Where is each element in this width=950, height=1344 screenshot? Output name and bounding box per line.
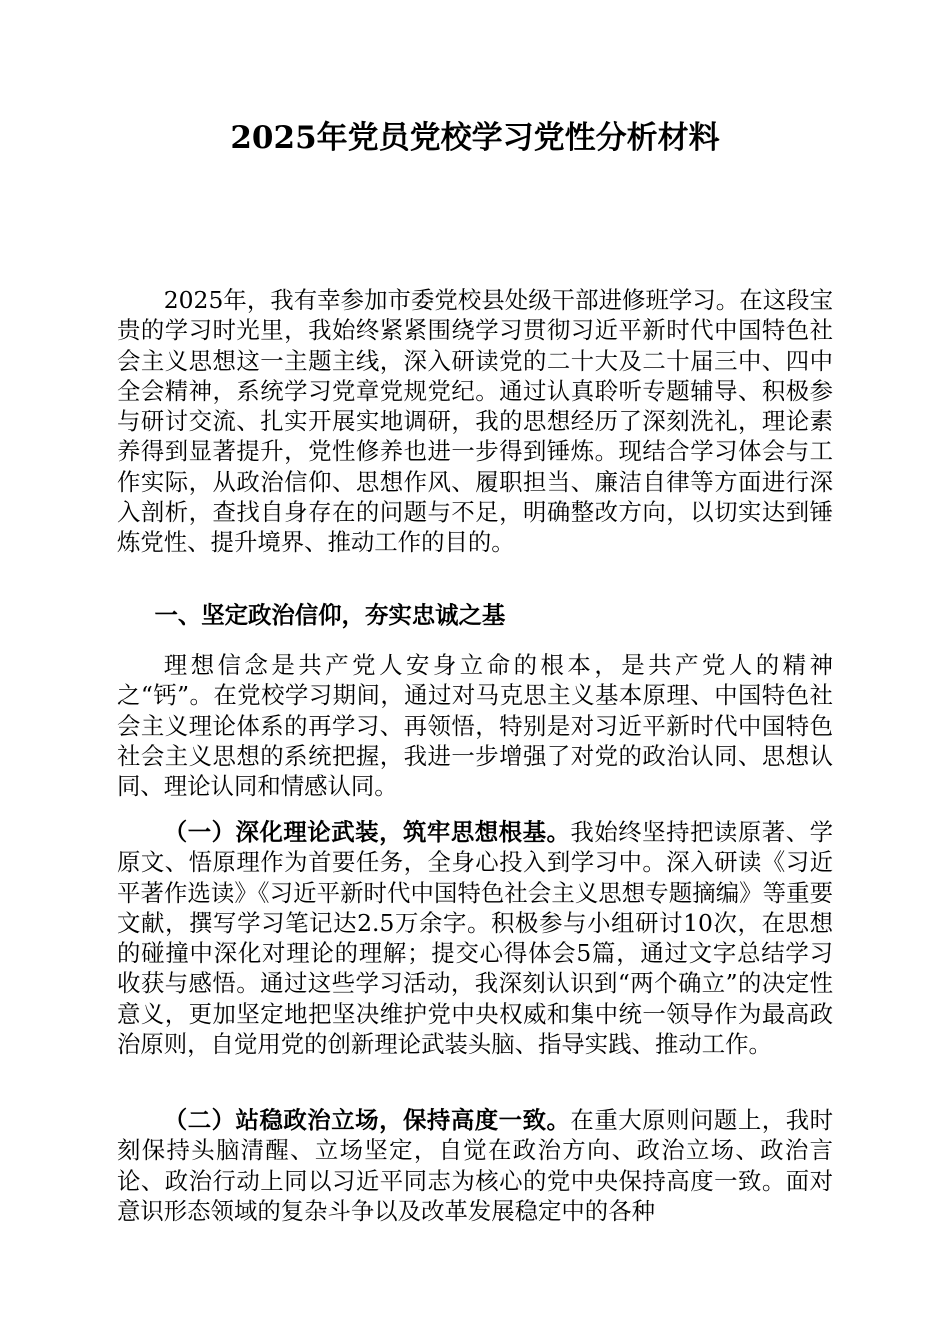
subsection-1-heading: （一）深化理论武装，筑牢思想根基。 [163, 818, 571, 846]
section-heading-1: 一、坚定政治信仰，夯实忠诚之基 [154, 601, 506, 629]
subsection-1-body: 我始终坚持把读原著、学原文、悟原理作为首要任务，全身心投入到学习中。深入研读《习近平著作选读》《习近平新时代中国特色社会主义思想专题摘编》等重要文献，撰写学习笔记达2.5万余字。积极参与小组研讨10次，在思想的碰撞中深化对理论的理解；提交心得体会5篇，通过文字总结学习收获与感悟。通过这些学习活动，我深刻认识到“两个确立”的决定性意义，更加坚定地把坚决维护党中央权威和集中统一领导作为最高政治原则，自觉用党的创新理论武装头脑、指导实践、推动工作。 [117, 818, 834, 1059]
section-1-paragraph: 理想信念是共产党人安身立命的根本，是共产党人的精神之“钙”。在党校学习期间，通过对马克思主义基本原理、中国特色社会主义理论体系的再学习、再领悟，特别是对习近平新时代中国特色社会主义思想的系统把握，我进一步增强了对党的政治认同、思想认同、理论认同和情感认同。 [117, 651, 833, 801]
subsection-2-body: 在重大原则问题上，我时刻保持头脑清醒、立场坚定，自觉在政治方向、政治立场、政治言论、政治行动上同以习近平同志为核心的党中央保持高度一致。面对意识形态领域的复杂斗争以及改革发展稳定中的各种 [117, 1106, 834, 1225]
subsection-1-paragraph [117, 817, 833, 1059]
subsection-2-heading: （二）站稳政治立场，保持高度一致。 [163, 1106, 571, 1134]
document-title: 2025年党员党校学习党性分析材料 [230, 120, 720, 156]
subsection-2-paragraph [117, 1105, 833, 1226]
intro-paragraph: 2025年，我有幸参加市委党校县处级干部进修班学习。在这段宝贵的学习时光里，我始终紧紧围绕学习贯彻习近平新时代中国特色社会主义思想这一主题主线，深入研读党的二十大及二十届三中、四中全会精神，系统学习党章党规党纪。通过认真聆听专题辅导、积极参与研讨交流、扎实开展实地调研，我的思想经历了深刻洗礼，理论素养得到显著提升，党性修养也进一步得到锤炼。现结合学习体会与工作实际，从政治信仰、思想作风、履职担当、廉洁自律等方面进行深入剖析，查找自身存在的问题与不足，明确整改方向，以切实达到锤炼党性、提升境界、推动工作的目的。 [117, 286, 833, 557]
